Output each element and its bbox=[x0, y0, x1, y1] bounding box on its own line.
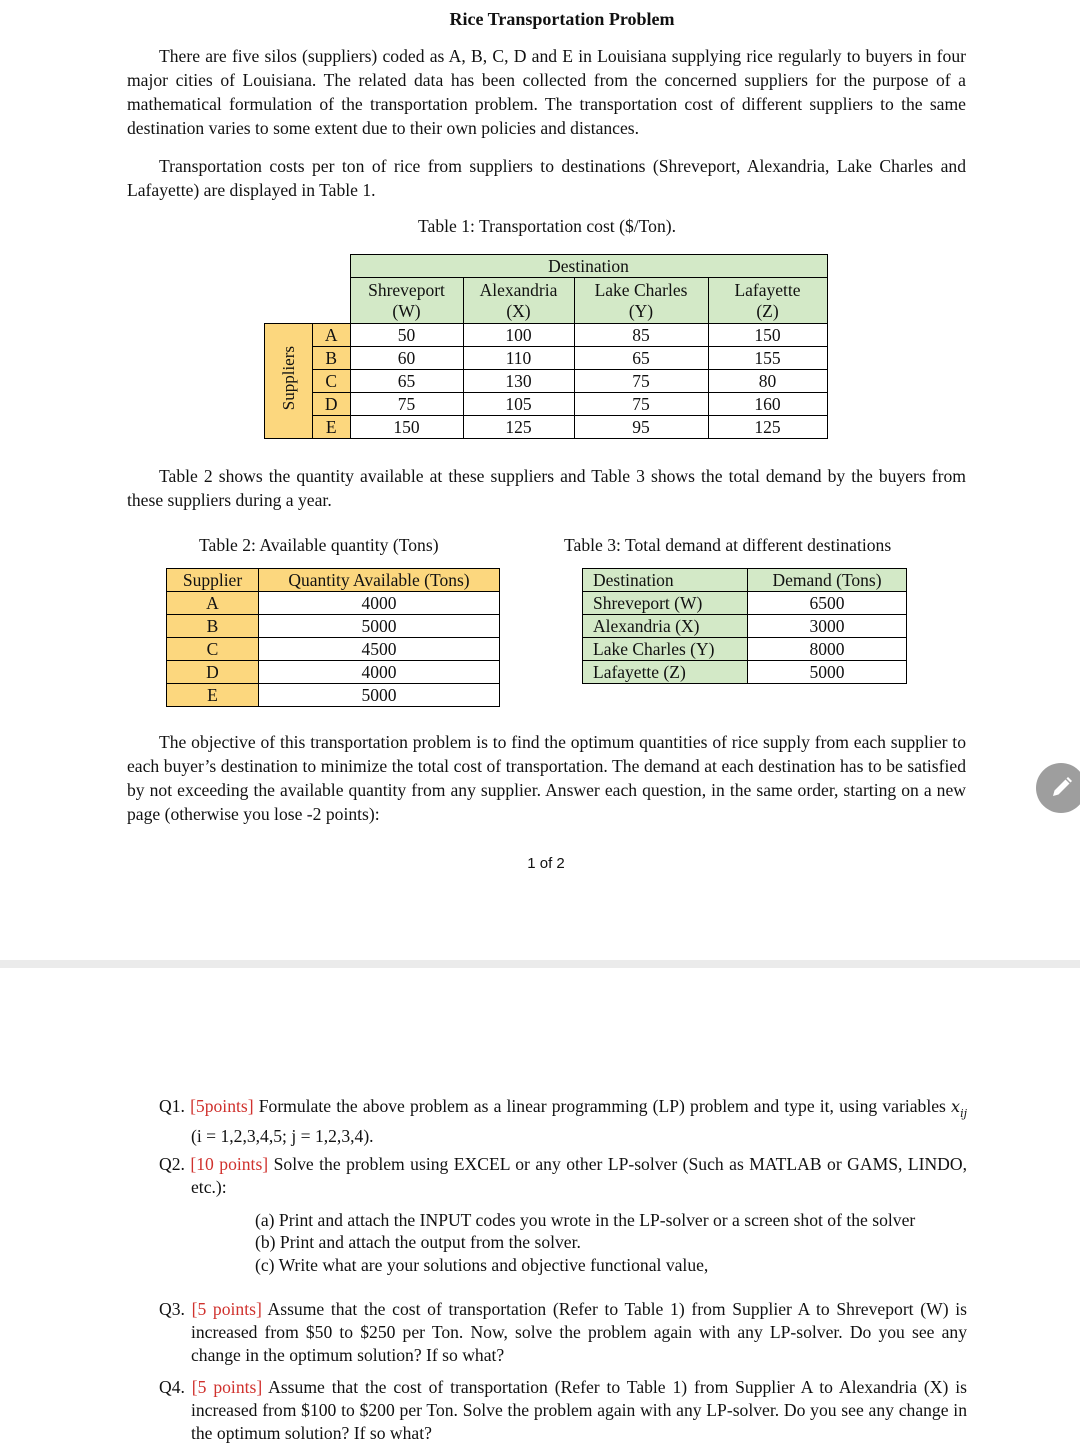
header-destination: Destination bbox=[583, 569, 748, 592]
page-indicator: 1 of 2 bbox=[527, 855, 565, 872]
quantity-cell: 4000 bbox=[259, 661, 500, 684]
cost-cell: 160 bbox=[708, 393, 827, 416]
available-quantity-table bbox=[166, 568, 500, 707]
quantity-cell: 5000 bbox=[259, 684, 500, 707]
col-header-shreveport: Shreveport (W) bbox=[350, 278, 463, 324]
cost-cell: 60 bbox=[350, 347, 463, 370]
question-1: Q1. [5points] Formulate the above problem as a linear programming (LP) problem and type it, using variables $x_{ij}$ (i = 1,2,3,4,5; j = 1,2,3,4). bbox=[159, 1096, 967, 1146]
destination-label: Lake Charles (Y) bbox=[583, 638, 748, 661]
supplier-label: E bbox=[313, 416, 351, 439]
transportation-cost-table bbox=[264, 254, 828, 439]
cost-cell: 100 bbox=[463, 324, 574, 347]
cost-cell: 125 bbox=[463, 416, 574, 439]
cost-cell: 110 bbox=[463, 347, 574, 370]
cost-cell: 50 bbox=[350, 324, 463, 347]
tables-paragraph: Table 2 shows the quantity available at these suppliers and Table 3 shows the total demand by the buyers from these suppliers during a year. bbox=[127, 466, 966, 510]
cost-cell: 150 bbox=[708, 324, 827, 347]
supplier-label: C bbox=[313, 370, 351, 393]
supplier-label: B bbox=[313, 347, 351, 370]
cost-cell: 65 bbox=[350, 370, 463, 393]
objective-paragraph: The objective of this transportation problem is to find the optimum quantities of rice supply from each supplier to each buyer’s destination to minimize the total cost of transportation. The demand at each destination has to be satisfied by not exceeding the available quantity from any supplier. Answer each question, in the same order, starting on a new page (otherwise you lose -2 points): bbox=[127, 732, 966, 824]
destination-label: Alexandria (X) bbox=[583, 615, 748, 638]
cost-cell: 65 bbox=[574, 347, 708, 370]
question-2-item-a: (a) Print and attach the INPUT codes you wrote in the LP-solver or a screen shot of the solver bbox=[255, 1210, 916, 1230]
header-quantity: Quantity Available (Tons) bbox=[259, 569, 500, 592]
cost-cell: 75 bbox=[574, 370, 708, 393]
col-header-lake-charles: Lake Charles (Y) bbox=[574, 278, 708, 324]
cost-cell: 150 bbox=[350, 416, 463, 439]
supplier-label: E bbox=[167, 684, 259, 707]
cost-cell: 75 bbox=[574, 393, 708, 416]
question-2-item-c: (c) Write what are your solutions and objective functional value, bbox=[255, 1255, 709, 1275]
table3-caption: Table 3: Total demand at different destinations bbox=[564, 535, 892, 555]
supplier-label: A bbox=[313, 324, 351, 347]
supplier-label: D bbox=[167, 661, 259, 684]
question-3: Q3. [5 points] Assume that the cost of transportation (Refer to Table 1) from Supplier A to Shreveport (W) is increased from $50 to $250 per Ton. Now, solve the problem again with any LP-solver. Do you see any change in the optimum solution? If so what? bbox=[159, 1299, 967, 1365]
question-2: Q2. [10 points] Solve the problem using EXCEL or any other LP-solver (Such as MATLAB or GAMS, LINDO, etc.): bbox=[159, 1154, 967, 1197]
col-header-lafayette: Lafayette (Z) bbox=[708, 278, 827, 324]
demand-cell: 3000 bbox=[748, 615, 907, 638]
cost-cell: 80 bbox=[708, 370, 827, 393]
page-title: Rice Transportation Problem bbox=[449, 9, 675, 29]
demand-table bbox=[582, 568, 907, 684]
quantity-cell: 4000 bbox=[259, 592, 500, 615]
page-separator bbox=[0, 960, 1080, 968]
question-4: Q4. [5 points] Assume that the cost of transportation (Refer to Table 1) from Supplier A to Alexandria (X) is increased from $100 to $200 per Ton. Solve the problem again with any LP-solver. Do you see any change in the optimum solution? If so what? bbox=[159, 1377, 967, 1443]
table1-caption: Table 1: Transportation cost ($/Ton). bbox=[418, 216, 676, 236]
cost-cell: 75 bbox=[350, 393, 463, 416]
page-2 bbox=[0, 968, 1080, 1448]
quantity-cell: 5000 bbox=[259, 615, 500, 638]
cost-cell: 105 bbox=[463, 393, 574, 416]
question-2-item-b: (b) Print and attach the output from the solver. bbox=[255, 1232, 581, 1252]
cost-cell: 130 bbox=[463, 370, 574, 393]
destination-header: Destination bbox=[350, 255, 827, 278]
supplier-label: C bbox=[167, 638, 259, 661]
supplier-label: A bbox=[167, 592, 259, 615]
cost-cell: 85 bbox=[574, 324, 708, 347]
cost-cell: 125 bbox=[708, 416, 827, 439]
edit-button[interactable] bbox=[1036, 763, 1080, 813]
costs-paragraph: Transportation costs per ton of rice from suppliers to destinations (Shreveport, Alexandria, Lake Charles and Lafayette) are displayed in Table 1. bbox=[127, 156, 966, 200]
cost-cell: 155 bbox=[708, 347, 827, 370]
header-supplier: Supplier bbox=[167, 569, 259, 592]
quantity-cell: 4500 bbox=[259, 638, 500, 661]
intro-paragraph: There are five silos (suppliers) coded as A, B, C, D and E in Louisiana supplying rice regularly to buyers in four major cities of Louisiana. The related data has been collected from the concerned suppliers for the purpose of a mathematical formulation of the transportation problem. The transportation cost of different suppliers to the same destination varies to some extent due to their own policies and distances. bbox=[127, 46, 966, 138]
supplier-label: B bbox=[167, 615, 259, 638]
col-header-alexandria: Alexandria (X) bbox=[463, 278, 574, 324]
cost-cell: 95 bbox=[574, 416, 708, 439]
header-demand: Demand (Tons) bbox=[748, 569, 907, 592]
table2-caption: Table 2: Available quantity (Tons) bbox=[199, 535, 439, 555]
demand-cell: 5000 bbox=[748, 661, 907, 684]
supplier-label: D bbox=[313, 393, 351, 416]
destination-label: Shreveport (W) bbox=[583, 592, 748, 615]
destination-label: Lafayette (Z) bbox=[583, 661, 748, 684]
suppliers-side-label: Suppliers bbox=[265, 324, 313, 439]
pencil-icon bbox=[1047, 774, 1075, 802]
demand-cell: 8000 bbox=[748, 638, 907, 661]
demand-cell: 6500 bbox=[748, 592, 907, 615]
